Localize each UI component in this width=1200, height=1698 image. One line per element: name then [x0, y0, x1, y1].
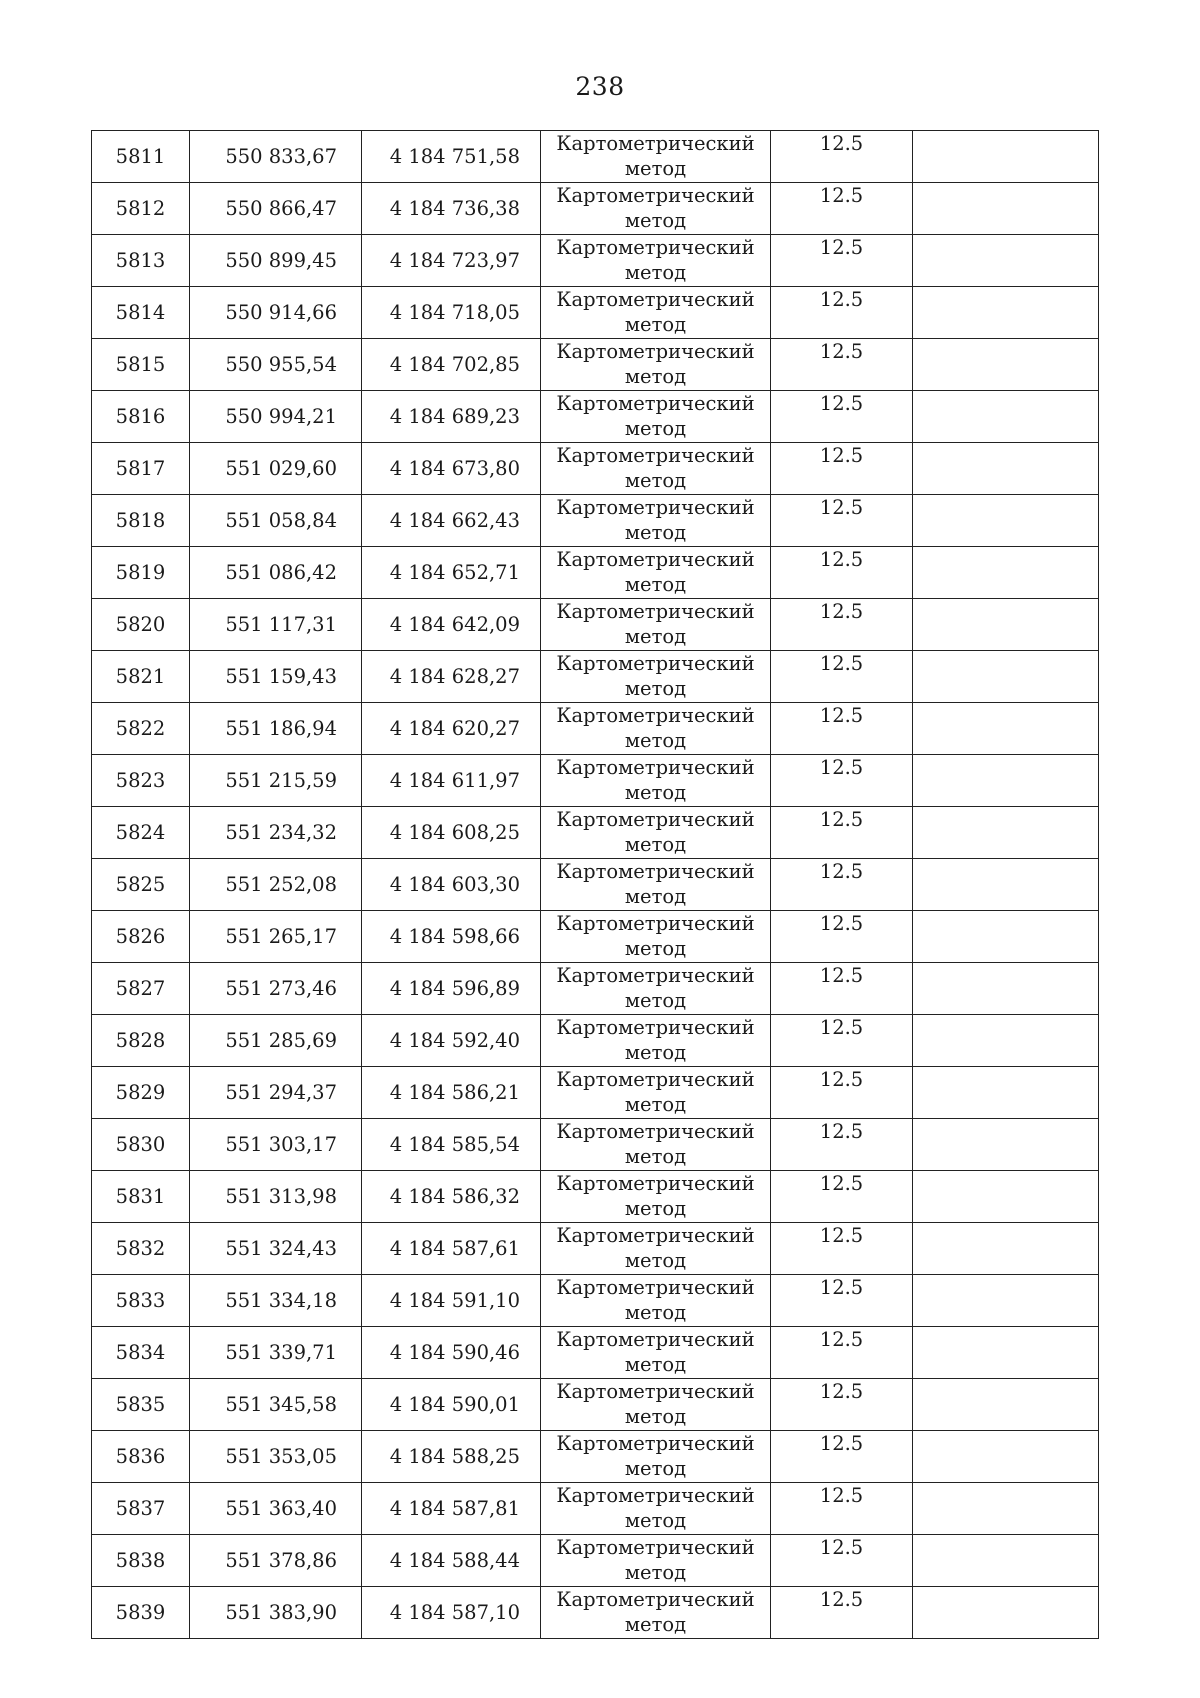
accuracy-cell: 12.5 — [771, 1327, 913, 1379]
accuracy-cell: 12.5 — [771, 755, 913, 807]
note-cell — [913, 755, 1099, 807]
y-coordinate-cell: 4 184 662,43 — [362, 495, 541, 547]
note-cell — [913, 807, 1099, 859]
y-coordinate-cell: 4 184 591,10 — [362, 1275, 541, 1327]
x-coordinate-cell: 551 294,37 — [190, 1067, 362, 1119]
point-number-cell: 5830 — [92, 1119, 190, 1171]
point-number-cell: 5825 — [92, 859, 190, 911]
point-number-cell: 5816 — [92, 391, 190, 443]
point-number-cell: 5818 — [92, 495, 190, 547]
note-cell — [913, 651, 1099, 703]
y-coordinate-cell: 4 184 702,85 — [362, 339, 541, 391]
x-coordinate-cell: 550 833,67 — [190, 131, 362, 183]
method-cell — [541, 391, 771, 443]
note-cell — [913, 1119, 1099, 1171]
method-line-2: метод — [624, 781, 687, 804]
accuracy-cell: 12.5 — [771, 1431, 913, 1483]
point-number-cell: 5821 — [92, 651, 190, 703]
method-cell — [541, 1535, 771, 1587]
method-line-1: Картометрический — [556, 964, 755, 987]
x-coordinate-cell: 551 324,43 — [190, 1223, 362, 1275]
method-line-2: метод — [624, 209, 687, 232]
y-coordinate-cell: 4 184 652,71 — [362, 547, 541, 599]
accuracy-cell: 12.5 — [771, 651, 913, 703]
table-row — [92, 1587, 1099, 1639]
method-line-2: метод — [624, 937, 687, 960]
table-row — [92, 1379, 1099, 1431]
y-coordinate-cell: 4 184 590,01 — [362, 1379, 541, 1431]
method-cell — [541, 1171, 771, 1223]
accuracy-cell: 12.5 — [771, 391, 913, 443]
method-line-2: метод — [624, 1353, 687, 1376]
method-line-2: метод — [624, 625, 687, 648]
y-coordinate-cell: 4 184 585,54 — [362, 1119, 541, 1171]
y-coordinate-cell: 4 184 586,21 — [362, 1067, 541, 1119]
method-line-1: Картометрический — [556, 340, 755, 363]
y-coordinate-cell: 4 184 587,61 — [362, 1223, 541, 1275]
accuracy-cell: 12.5 — [771, 1067, 913, 1119]
point-number-cell: 5826 — [92, 911, 190, 963]
note-cell — [913, 1223, 1099, 1275]
accuracy-cell: 12.5 — [771, 235, 913, 287]
method-line-1: Картометрический — [556, 1536, 755, 1559]
table-row — [92, 1535, 1099, 1587]
point-number-cell: 5827 — [92, 963, 190, 1015]
table-row — [92, 287, 1099, 339]
method-line-2: метод — [624, 989, 687, 1012]
x-coordinate-cell: 551 265,17 — [190, 911, 362, 963]
accuracy-cell: 12.5 — [771, 443, 913, 495]
method-line-1: Картометрический — [556, 704, 755, 727]
method-cell — [541, 287, 771, 339]
y-coordinate-cell: 4 184 673,80 — [362, 443, 541, 495]
note-cell — [913, 235, 1099, 287]
method-line-1: Картометрический — [556, 1120, 755, 1143]
method-line-1: Картометрический — [556, 1588, 755, 1611]
note-cell — [913, 1327, 1099, 1379]
x-coordinate-cell: 550 914,66 — [190, 287, 362, 339]
method-line-1: Картометрический — [556, 1276, 755, 1299]
method-line-1: Картометрический — [556, 184, 755, 207]
table-row — [92, 339, 1099, 391]
x-coordinate-cell: 551 285,69 — [190, 1015, 362, 1067]
method-line-2: метод — [624, 1509, 687, 1532]
method-line-2: метод — [624, 1457, 687, 1480]
table-row — [92, 703, 1099, 755]
note-cell — [913, 1015, 1099, 1067]
accuracy-cell: 12.5 — [771, 1119, 913, 1171]
y-coordinate-cell: 4 184 620,27 — [362, 703, 541, 755]
x-coordinate-cell: 551 234,32 — [190, 807, 362, 859]
x-coordinate-cell: 551 215,59 — [190, 755, 362, 807]
accuracy-cell: 12.5 — [771, 339, 913, 391]
method-line-2: метод — [624, 1561, 687, 1584]
point-number-cell: 5811 — [92, 131, 190, 183]
note-cell — [913, 963, 1099, 1015]
method-line-2: метод — [624, 1145, 687, 1168]
method-line-1: Картометрический — [556, 808, 755, 831]
method-line-1: Картометрический — [556, 288, 755, 311]
table-row — [92, 1171, 1099, 1223]
note-cell — [913, 1483, 1099, 1535]
x-coordinate-cell: 551 303,17 — [190, 1119, 362, 1171]
note-cell — [913, 599, 1099, 651]
method-cell — [541, 1327, 771, 1379]
accuracy-cell: 12.5 — [771, 287, 913, 339]
note-cell — [913, 1431, 1099, 1483]
accuracy-cell: 12.5 — [771, 911, 913, 963]
point-number-cell: 5836 — [92, 1431, 190, 1483]
note-cell — [913, 911, 1099, 963]
point-number-cell: 5839 — [92, 1587, 190, 1639]
table-row — [92, 1119, 1099, 1171]
point-number-cell: 5833 — [92, 1275, 190, 1327]
x-coordinate-cell: 551 378,86 — [190, 1535, 362, 1587]
note-cell — [913, 1535, 1099, 1587]
method-line-2: метод — [624, 677, 687, 700]
method-line-2: метод — [624, 1249, 687, 1272]
point-number-cell: 5834 — [92, 1327, 190, 1379]
x-coordinate-cell: 551 345,58 — [190, 1379, 362, 1431]
method-line-1: Картометрический — [556, 496, 755, 519]
accuracy-cell: 12.5 — [771, 1223, 913, 1275]
method-line-2: метод — [624, 833, 687, 856]
method-line-2: метод — [624, 1041, 687, 1064]
method-cell — [541, 1015, 771, 1067]
accuracy-cell: 12.5 — [771, 859, 913, 911]
method-line-1: Картометрический — [556, 1380, 755, 1403]
method-line-2: метод — [624, 521, 687, 544]
method-cell — [541, 1223, 771, 1275]
method-cell — [541, 495, 771, 547]
method-line-2: метод — [624, 157, 687, 180]
table-row — [92, 1015, 1099, 1067]
y-coordinate-cell: 4 184 718,05 — [362, 287, 541, 339]
method-cell — [541, 183, 771, 235]
note-cell — [913, 703, 1099, 755]
y-coordinate-cell: 4 184 588,44 — [362, 1535, 541, 1587]
accuracy-cell: 12.5 — [771, 703, 913, 755]
x-coordinate-cell: 551 117,31 — [190, 599, 362, 651]
table-row — [92, 1275, 1099, 1327]
x-coordinate-cell: 551 313,98 — [190, 1171, 362, 1223]
method-cell — [541, 703, 771, 755]
x-coordinate-cell: 551 383,90 — [190, 1587, 362, 1639]
note-cell — [913, 1067, 1099, 1119]
method-line-1: Картометрический — [556, 132, 755, 155]
point-number-cell: 5817 — [92, 443, 190, 495]
method-line-2: метод — [624, 1301, 687, 1324]
accuracy-cell: 12.5 — [771, 599, 913, 651]
method-line-1: Картометрический — [556, 912, 755, 935]
method-line-2: метод — [624, 1405, 687, 1428]
point-number-cell: 5829 — [92, 1067, 190, 1119]
point-number-cell: 5813 — [92, 235, 190, 287]
accuracy-cell: 12.5 — [771, 183, 913, 235]
y-coordinate-cell: 4 184 603,30 — [362, 859, 541, 911]
table-row — [92, 391, 1099, 443]
method-cell — [541, 807, 771, 859]
method-line-2: метод — [624, 1093, 687, 1116]
accuracy-cell: 12.5 — [771, 807, 913, 859]
x-coordinate-cell: 551 353,05 — [190, 1431, 362, 1483]
method-line-2: метод — [624, 729, 687, 752]
y-coordinate-cell: 4 184 736,38 — [362, 183, 541, 235]
method-line-2: метод — [624, 417, 687, 440]
method-line-2: метод — [624, 1197, 687, 1220]
method-line-2: метод — [624, 365, 687, 388]
method-cell — [541, 131, 771, 183]
table-row — [92, 443, 1099, 495]
accuracy-cell: 12.5 — [771, 1483, 913, 1535]
point-number-cell: 5820 — [92, 599, 190, 651]
point-number-cell: 5822 — [92, 703, 190, 755]
method-cell — [541, 651, 771, 703]
method-line-2: метод — [624, 573, 687, 596]
accuracy-cell: 12.5 — [771, 963, 913, 1015]
method-line-1: Картометрический — [556, 756, 755, 779]
accuracy-cell: 12.5 — [771, 1535, 913, 1587]
method-line-1: Картометрический — [556, 652, 755, 675]
method-cell — [541, 1275, 771, 1327]
x-coordinate-cell: 551 029,60 — [190, 443, 362, 495]
method-line-2: метод — [624, 313, 687, 336]
table-row — [92, 547, 1099, 599]
method-cell — [541, 1379, 771, 1431]
x-coordinate-cell: 551 339,71 — [190, 1327, 362, 1379]
point-number-cell: 5812 — [92, 183, 190, 235]
note-cell — [913, 287, 1099, 339]
method-line-2: метод — [624, 1613, 687, 1636]
method-cell — [541, 963, 771, 1015]
y-coordinate-cell: 4 184 587,10 — [362, 1587, 541, 1639]
y-coordinate-cell: 4 184 628,27 — [362, 651, 541, 703]
method-line-1: Картометрический — [556, 236, 755, 259]
method-cell — [541, 1587, 771, 1639]
point-number-cell: 5828 — [92, 1015, 190, 1067]
method-line-1: Картометрический — [556, 392, 755, 415]
y-coordinate-cell: 4 184 608,25 — [362, 807, 541, 859]
method-line-1: Картометрический — [556, 600, 755, 623]
note-cell — [913, 339, 1099, 391]
point-number-cell: 5831 — [92, 1171, 190, 1223]
x-coordinate-cell: 551 273,46 — [190, 963, 362, 1015]
y-coordinate-cell: 4 184 596,89 — [362, 963, 541, 1015]
method-line-2: метод — [624, 261, 687, 284]
table-row — [92, 599, 1099, 651]
table-row — [92, 183, 1099, 235]
method-cell — [541, 1067, 771, 1119]
y-coordinate-cell: 4 184 611,97 — [362, 755, 541, 807]
table-row — [92, 1327, 1099, 1379]
method-line-1: Картометрический — [556, 1484, 755, 1507]
point-number-cell: 5837 — [92, 1483, 190, 1535]
method-cell — [541, 443, 771, 495]
method-cell — [541, 911, 771, 963]
accuracy-cell: 12.5 — [771, 131, 913, 183]
x-coordinate-cell: 550 899,45 — [190, 235, 362, 287]
x-coordinate-cell: 550 866,47 — [190, 183, 362, 235]
y-coordinate-cell: 4 184 723,97 — [362, 235, 541, 287]
method-line-1: Картометрический — [556, 1224, 755, 1247]
coordinates-table — [91, 130, 1099, 1639]
point-number-cell: 5819 — [92, 547, 190, 599]
x-coordinate-cell: 551 252,08 — [190, 859, 362, 911]
note-cell — [913, 859, 1099, 911]
x-coordinate-cell: 551 159,43 — [190, 651, 362, 703]
table-row — [92, 911, 1099, 963]
x-coordinate-cell: 551 086,42 — [190, 547, 362, 599]
accuracy-cell: 12.5 — [771, 1171, 913, 1223]
x-coordinate-cell: 551 058,84 — [190, 495, 362, 547]
method-line-2: метод — [624, 469, 687, 492]
table-row — [92, 963, 1099, 1015]
note-cell — [913, 1587, 1099, 1639]
point-number-cell: 5815 — [92, 339, 190, 391]
method-cell — [541, 339, 771, 391]
note-cell — [913, 1275, 1099, 1327]
point-number-cell: 5814 — [92, 287, 190, 339]
note-cell — [913, 443, 1099, 495]
note-cell — [913, 1171, 1099, 1223]
y-coordinate-cell: 4 184 751,58 — [362, 131, 541, 183]
x-coordinate-cell: 551 186,94 — [190, 703, 362, 755]
table-row — [92, 1067, 1099, 1119]
y-coordinate-cell: 4 184 642,09 — [362, 599, 541, 651]
method-cell — [541, 859, 771, 911]
y-coordinate-cell: 4 184 592,40 — [362, 1015, 541, 1067]
accuracy-cell: 12.5 — [771, 1015, 913, 1067]
accuracy-cell: 12.5 — [771, 1379, 913, 1431]
method-cell — [541, 755, 771, 807]
method-line-1: Картометрический — [556, 1432, 755, 1455]
x-coordinate-cell: 551 363,40 — [190, 1483, 362, 1535]
accuracy-cell: 12.5 — [771, 1587, 913, 1639]
table-row — [92, 495, 1099, 547]
x-coordinate-cell: 550 994,21 — [190, 391, 362, 443]
point-number-cell: 5823 — [92, 755, 190, 807]
method-cell — [541, 547, 771, 599]
method-line-2: метод — [624, 885, 687, 908]
method-line-1: Картометрический — [556, 444, 755, 467]
table-row — [92, 1431, 1099, 1483]
y-coordinate-cell: 4 184 689,23 — [362, 391, 541, 443]
note-cell — [913, 1379, 1099, 1431]
method-cell — [541, 1431, 771, 1483]
y-coordinate-cell: 4 184 588,25 — [362, 1431, 541, 1483]
accuracy-cell: 12.5 — [771, 1275, 913, 1327]
table-row — [92, 859, 1099, 911]
method-line-1: Картометрический — [556, 1172, 755, 1195]
table-body — [92, 131, 1099, 1639]
table-row — [92, 755, 1099, 807]
method-line-1: Картометрический — [556, 860, 755, 883]
note-cell — [913, 495, 1099, 547]
point-number-cell: 5835 — [92, 1379, 190, 1431]
accuracy-cell: 12.5 — [771, 547, 913, 599]
table-row — [92, 807, 1099, 859]
point-number-cell: 5832 — [92, 1223, 190, 1275]
accuracy-cell: 12.5 — [771, 495, 913, 547]
method-cell — [541, 1119, 771, 1171]
note-cell — [913, 547, 1099, 599]
table-row — [92, 1483, 1099, 1535]
y-coordinate-cell: 4 184 586,32 — [362, 1171, 541, 1223]
table-row — [92, 235, 1099, 287]
table-row — [92, 131, 1099, 183]
method-cell — [541, 1483, 771, 1535]
method-line-1: Картометрический — [556, 1016, 755, 1039]
y-coordinate-cell: 4 184 590,46 — [362, 1327, 541, 1379]
point-number-cell: 5838 — [92, 1535, 190, 1587]
method-cell — [541, 599, 771, 651]
y-coordinate-cell: 4 184 587,81 — [362, 1483, 541, 1535]
note-cell — [913, 131, 1099, 183]
y-coordinate-cell: 4 184 598,66 — [362, 911, 541, 963]
point-number-cell: 5824 — [92, 807, 190, 859]
note-cell — [913, 391, 1099, 443]
method-line-1: Картометрический — [556, 1328, 755, 1351]
method-line-1: Картометрический — [556, 548, 755, 571]
note-cell — [913, 183, 1099, 235]
page-number: 238 — [575, 72, 625, 101]
method-line-1: Картометрический — [556, 1068, 755, 1091]
x-coordinate-cell: 551 334,18 — [190, 1275, 362, 1327]
method-cell — [541, 235, 771, 287]
table-row — [92, 1223, 1099, 1275]
table-row — [92, 651, 1099, 703]
x-coordinate-cell: 550 955,54 — [190, 339, 362, 391]
